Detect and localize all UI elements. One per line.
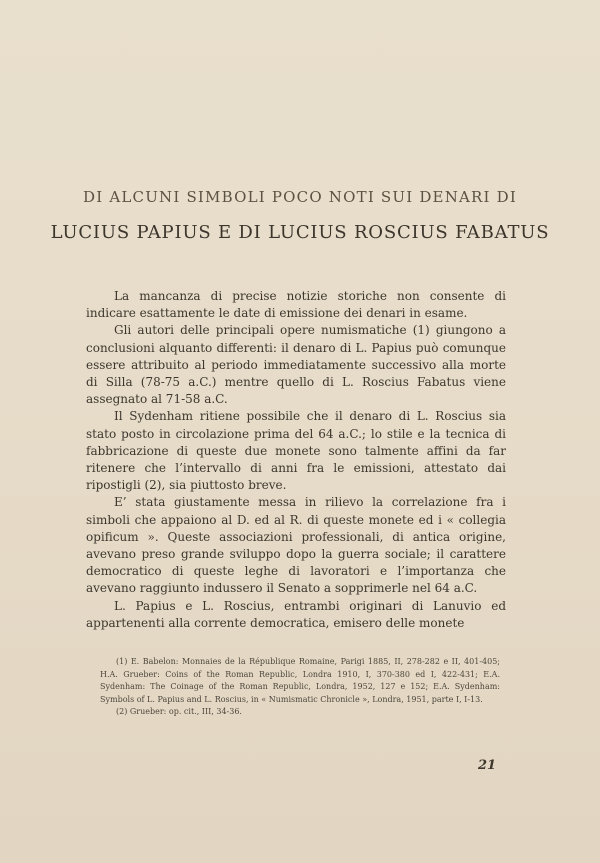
paragraph: Il Sydenham ritiene possibile che il denaro di L. Roscius sia stato posto in circolazione prima del 64 a.C.; lo stile e la tecnica di fabbricazione di queste due monete sono talmente affini da far ritenere che l’intervallo di anni fra le emissioni, attestato dai ripostigli (2), sia piuttosto breve. xyxy=(86,409,506,493)
paragraph: L. Papius e L. Roscius, entrambi originari di Lanuvio ed appartenenti alla corrente democratica, emisero delle monete xyxy=(86,598,506,630)
paragraph: E’ stata giustamente messa in rilievo la correlazione fra i simboli che appaiono al D. ed al R. di queste monete ed i « collegia opificum ». Queste associazioni professionali, di antica origine, avevano preso grande sviluppo dopo la guerra sociale; il carattere democratico di queste leghe di lavoratori e l’importanza che avevano raggiunto indussero il Senato a sopprimerle nel 64 a.C. xyxy=(86,495,506,596)
paragraph: Gli autori delle principali opere numismatiche (1) giungono a conclusioni alquanto differenti: il denaro di L. Papius può comunque essere attribuito al periodo immediatamente successivo alla morte di Silla (78-75 a.C.) mentre quello di L. Roscius Fabatus viene assegnato al 71-58 a.C. xyxy=(86,323,506,407)
heading-line-1: DI ALCUNI SIMBOLI POCO NOTI SUI DENARI DI xyxy=(83,188,517,206)
footnote: (1) E. Babelon: Monnaies de la République Romaine, Parigi 1885, II, 278-282 e II, 401-405; H.A. Grueber: Coins of the Roman Republic, Londra 1910, I, 370-380 ed I, 422-431; E.A. Sydenham: The Coinage of the Roman Republic, Londra, 1952, 127 e 152; E.A. Sydenham: Symbols of L. Papius and L. Roscius, in « Numismatic Chronicle », Londra, 1951, parte I, I-13. xyxy=(100,657,500,704)
footnote: (2) Grueber: op. cit., III, 34-36. xyxy=(116,707,242,716)
heading-line-2: LUCIUS PAPIUS E DI LUCIUS ROSCIUS FABATUS xyxy=(50,222,550,243)
body-text xyxy=(86,288,506,632)
paragraph: La mancanza di precise notizie storiche non consente di indicare esattamente le date di emissione dei denari in esame. xyxy=(86,289,506,321)
footnotes xyxy=(100,656,500,719)
page-number: 21 xyxy=(478,758,497,773)
